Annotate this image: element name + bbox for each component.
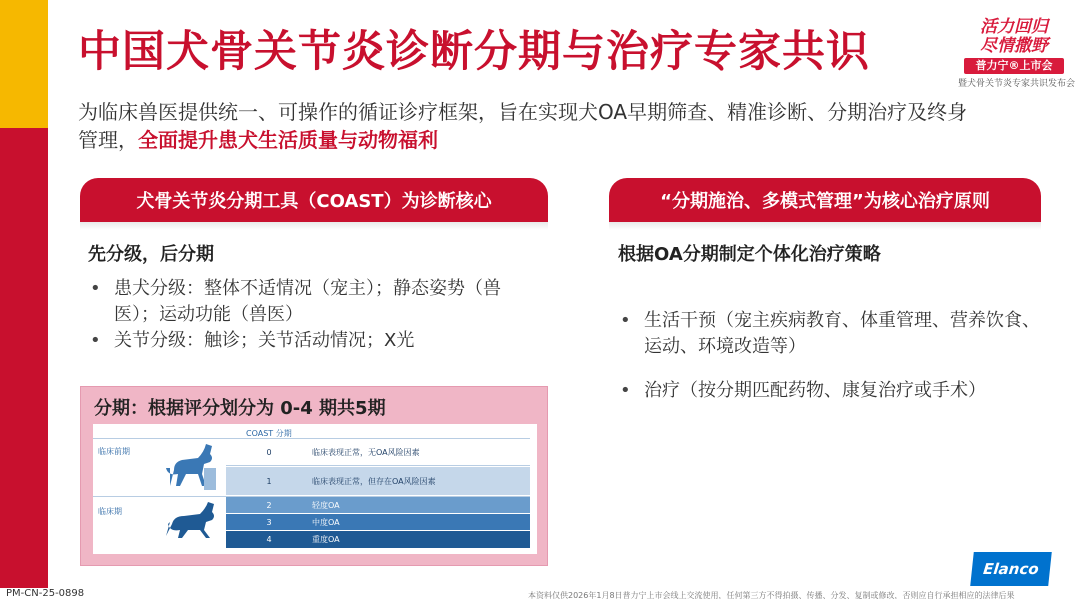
stage-description: 中度OA — [312, 517, 340, 527]
stage-number: 3 — [266, 517, 272, 527]
footer-disclaimer: 本资料仅供2026年1月8日普力宁上市会线上交流使用，任何第三方不得拍摄、传播、分发、复制或修改，否则应自行承担相应的法律后果 — [528, 591, 1015, 599]
brand-launch-badge: 普力宁®上市会 — [964, 58, 1064, 74]
stage-description: 重度OA — [312, 535, 340, 544]
stage-number: 4 — [266, 535, 272, 544]
left-panel-subhead: 先分级，后分期 — [88, 244, 214, 265]
left-panel-header: 犬骨关节炎分期工具（COAST）为诊断核心 — [80, 178, 548, 222]
list-item: • 关节分级：触诊；关节活动情况；X光 — [88, 328, 518, 354]
list-item: • 生活干预（宠主疾病教育、体重管理、营养饮食、运动、环境改造等） — [618, 308, 1048, 360]
intro-highlight: 全面提升患犬生活质量与动物福利 — [138, 128, 438, 152]
stage-number: 2 — [266, 500, 272, 510]
intro-paragraph — [78, 98, 978, 154]
stage-number: 1 — [266, 476, 272, 486]
table-row — [226, 467, 530, 495]
brand-slogan-line1: 活力回归 — [980, 17, 1048, 37]
table-row — [226, 497, 530, 513]
table-row — [226, 440, 530, 466]
stage-description: 临床表现正常，但存在OA风险因素 — [312, 476, 436, 486]
table-row — [226, 531, 530, 548]
sidebar-accent-red — [0, 128, 48, 588]
table-row — [226, 514, 530, 530]
document-code: PM-CN-25-0898 — [6, 588, 85, 599]
stage-description: 临床表现正常，无OA风险因素 — [312, 448, 420, 457]
right-panel-bullets — [618, 308, 1048, 422]
stage-description: 轻度OA — [312, 500, 340, 510]
staging-title: 分期：根据评分划分为 0-4 期共5期 — [94, 398, 386, 419]
brand-slogan-line2: 尽情撒野 — [980, 36, 1048, 56]
sidebar-accent-yellow — [0, 0, 48, 128]
right-panel-subhead: 根据OA分期制定个体化治疗策略 — [618, 244, 881, 265]
list-item: • 患犬分级：整体不适情况（宠主）；静态姿势（兽医）；运动功能（兽医） — [88, 276, 518, 328]
brand-subtitle: 暨犬骨关节炎专家共识发布会 — [958, 79, 1076, 89]
intro-text: 为临床兽医提供统一、可操作的循证诊疗框架，旨在实现犬OA早期筛查、精准诊断、分期治疗及终身管理， — [78, 100, 968, 152]
category-label-preclinical: 临床前期 — [98, 447, 130, 456]
healthy-dog-icon — [160, 440, 220, 492]
right-panel-header: “分期施治、多模式管理”为核心治疗原则 — [609, 178, 1041, 222]
stage-number: 0 — [266, 448, 272, 457]
elanco-logo: Elanco — [970, 552, 1052, 586]
arthritic-dog-icon — [160, 500, 220, 542]
page-title: 中国犬骨关节炎诊断分期与治疗专家共识 — [78, 27, 870, 77]
coast-table-header: COAST 分期 — [246, 429, 292, 438]
left-panel-bullets — [88, 276, 518, 354]
brand-logo — [958, 17, 1076, 89]
table-divider — [93, 438, 530, 439]
list-item: • 治疗（按分期匹配药物、康复治疗或手术） — [618, 378, 1048, 404]
category-label-clinical: 临床期 — [98, 507, 122, 516]
